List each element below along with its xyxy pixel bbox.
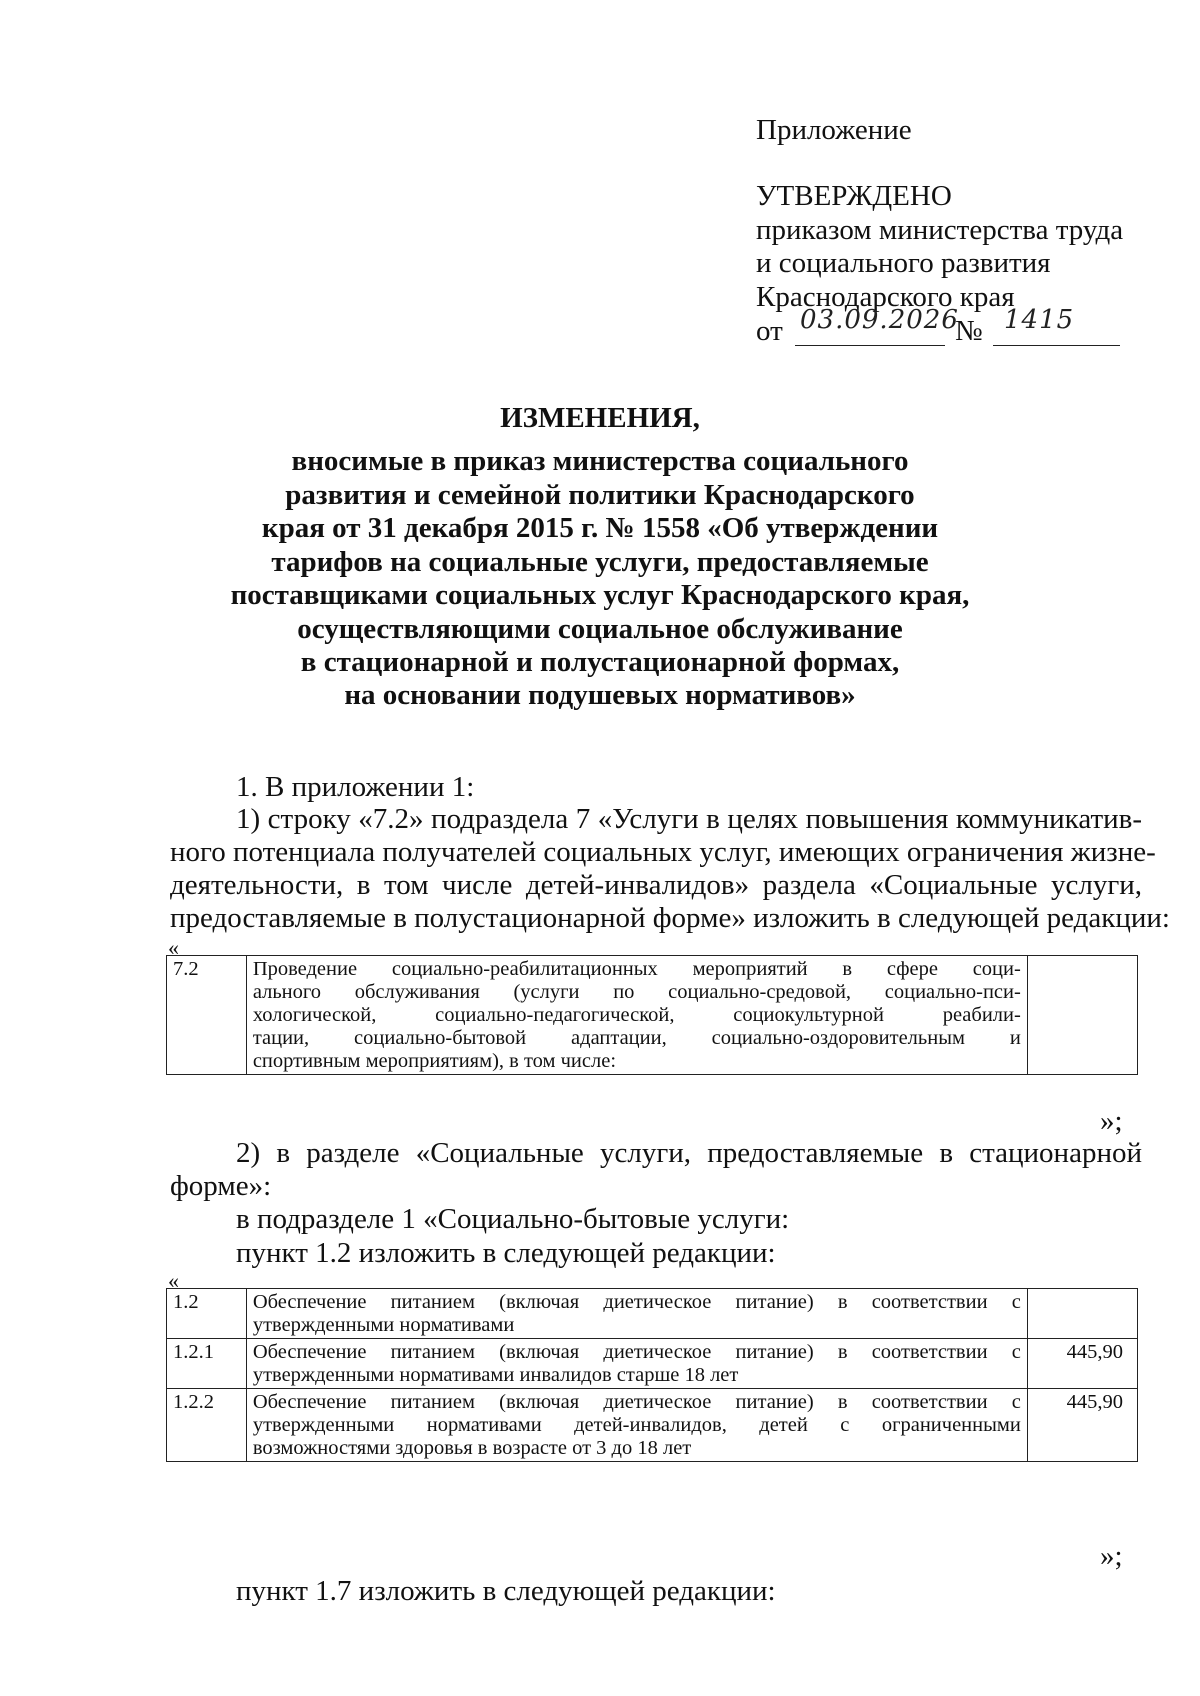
- row-description: [246, 1339, 1027, 1389]
- number-label: №: [955, 315, 983, 347]
- description-line: хологической, социально-педагогической, социокультурной реабили-: [252, 1004, 1021, 1026]
- table-item-7-2: [166, 955, 1138, 1075]
- row-description: [246, 1389, 1027, 1462]
- paragraph-5: пункт 1.2 изложить в следующей редакции:: [236, 1237, 776, 1269]
- description-line: Проведение социально-реабилитационных мероприятий в сфере соци-: [252, 958, 1021, 980]
- title-line-1: вносимые в приказ министерства социального: [291, 445, 909, 477]
- description-line: Обеспечение питанием (включая диетическое питание) в соответствии с: [252, 1341, 1021, 1363]
- table-row: [167, 1289, 1138, 1339]
- paragraph-6: пункт 1.7 изложить в следующей редакции:: [236, 1575, 776, 1607]
- row-description: [246, 1289, 1027, 1339]
- document-heading: ИЗМЕНЕНИЯ,: [500, 402, 700, 434]
- description-line: утвержденными нормативами инвалидов старше 18 лет: [252, 1364, 739, 1386]
- row-description: [246, 956, 1027, 1075]
- table-item-1-2: [166, 1288, 1138, 1462]
- approval-line-3: Краснодарского края: [756, 281, 1015, 313]
- description-line: утвержденными нормативами детей-инвалидов, детей с ограниченными: [252, 1414, 1021, 1436]
- description-line: утвержденными нормативами: [252, 1314, 515, 1336]
- approval-line-1: приказом министерства труда: [756, 214, 1124, 246]
- title-line-4: тарифов на социальные услуги, предоставляемые: [271, 546, 929, 578]
- row-tariff-value: [1027, 1289, 1137, 1339]
- description-line: возможностями здоровья в возрасте от 3 до 18 лет: [252, 1437, 692, 1459]
- row-number: 1.2.2: [167, 1389, 247, 1462]
- paragraph-3-line-2: форме»:: [170, 1170, 272, 1202]
- close-quote-1: »;: [1100, 1105, 1123, 1137]
- approval-line-2: и социального развития: [756, 247, 1051, 279]
- paragraph-2-line-4: предоставляемые в полустационарной форме» изложить в следующей редакции:: [170, 902, 1170, 934]
- description-line: тации, социально-бытовой адаптации, социально-оздоровительным и: [252, 1027, 1021, 1049]
- table-row: [167, 956, 1138, 1075]
- date-underline: [795, 345, 945, 346]
- row-tariff-value: [1027, 956, 1137, 1075]
- title-line-6: осуществляющими социальное обслуживание: [297, 613, 903, 645]
- paragraph-4: в подразделе 1 «Социально-бытовые услуги:: [236, 1203, 790, 1235]
- paragraph-2-line-2: ного потенциала получателей социальных услуг, имеющих ограничения жизне-: [170, 836, 1156, 868]
- close-quote-2: »;: [1100, 1540, 1123, 1572]
- title-line-5: поставщиками социальных услуг Краснодарского края,: [230, 579, 970, 611]
- approved-stamp-text: УТВЕРЖДЕНО: [756, 180, 952, 212]
- approval-number-handwritten: 1415: [1004, 305, 1075, 335]
- table-row: [167, 1389, 1138, 1462]
- from-label: от: [756, 315, 783, 347]
- title-line-3: края от 31 декабря 2015 г. № 1558 «Об утверждении: [261, 512, 939, 544]
- paragraph-3-line-1: 2) в разделе «Социальные услуги, предоставляемые в стационарной: [236, 1137, 1142, 1169]
- open-quote-2: «: [168, 1268, 179, 1293]
- approval-date-handwritten: 03.09.2026: [800, 305, 959, 335]
- open-quote-1: «: [168, 935, 179, 960]
- paragraph-1: 1. В приложении 1:: [236, 771, 475, 803]
- paragraph-2-line-3: деятельности, в том числе детей-инвалидов» раздела «Социальные услуги,: [170, 869, 1142, 901]
- description-line: спортивным мероприятиям), в том числе:: [252, 1050, 617, 1072]
- description-line: Обеспечение питанием (включая диетическое питание) в соответствии с: [252, 1391, 1021, 1413]
- title-line-8: на основании подушевых нормативов»: [344, 679, 856, 711]
- table-row: [167, 1339, 1138, 1389]
- paragraph-2-line-1: 1) строку «7.2» подраздела 7 «Услуги в целях повышения коммуникатив-: [236, 803, 1142, 835]
- number-underline: [993, 345, 1120, 346]
- description-line: ального обслуживания (услуги по социально-средовой, социально-пси-: [252, 981, 1021, 1003]
- title-line-7: в стационарной и полустационарной формах,: [300, 646, 900, 678]
- row-tariff-value: 445,90: [1027, 1389, 1137, 1462]
- row-tariff-value: 445,90: [1027, 1339, 1137, 1389]
- row-number: 1.2: [167, 1289, 247, 1339]
- row-number: 1.2.1: [167, 1339, 247, 1389]
- title-line-2: развития и семейной политики Краснодарского: [285, 479, 915, 511]
- row-number: 7.2: [167, 956, 247, 1075]
- appendix-label: Приложение: [756, 114, 912, 146]
- description-line: Обеспечение питанием (включая диетическое питание) в соответствии с: [252, 1291, 1021, 1313]
